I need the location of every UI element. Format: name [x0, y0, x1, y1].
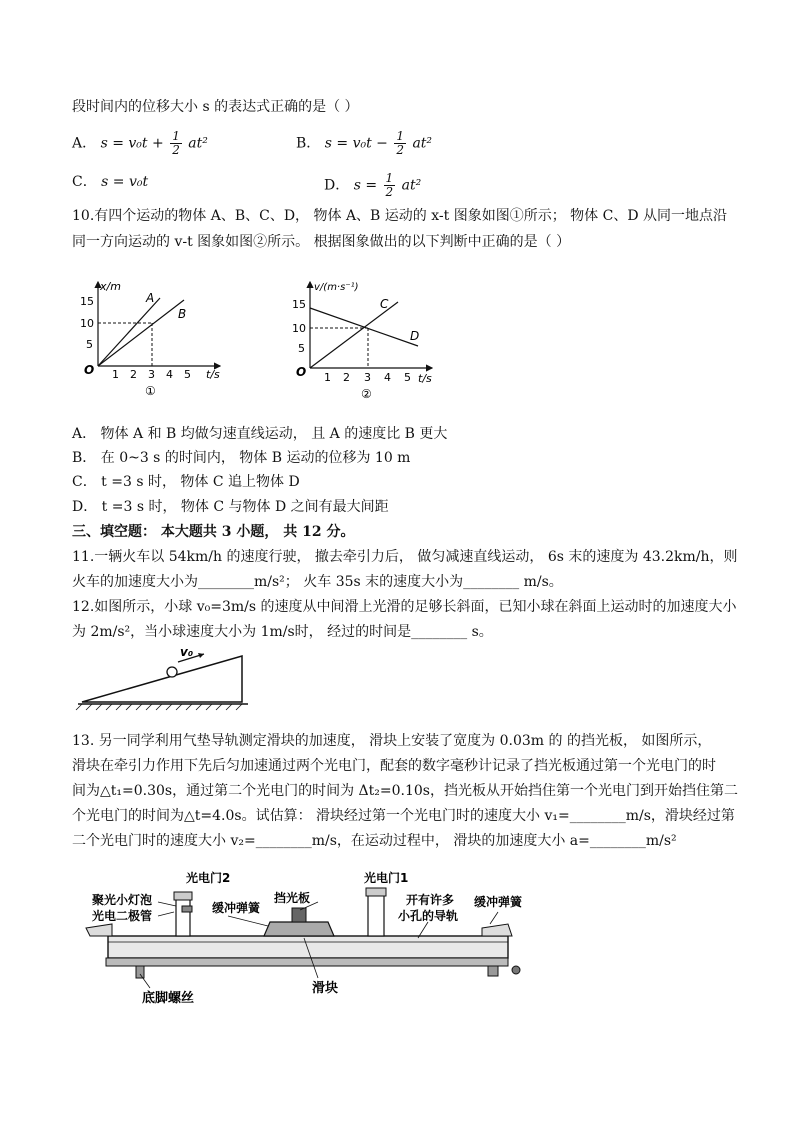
- q10-line2: 同一方向运动的 v-t 图象如图②所示。 根据图象做出的以下判断中正确的是（ ）: [72, 234, 571, 250]
- q9-option-d: [324, 172, 421, 199]
- q10-option-a: A． 物体 A 和 B 均做匀速直线运动， 且 A 的速度比 B 更大: [72, 426, 448, 442]
- ball: [167, 667, 177, 677]
- y-tick: 10: [292, 322, 306, 335]
- origin-label: O: [84, 363, 95, 377]
- q13-line5: 二个光电门时的速度大小 v₂=________m/s，在运动过程中， 滑块的加速度大小 a=________m/s²: [72, 833, 677, 849]
- label-bulb: 聚光小灯泡: [92, 893, 153, 907]
- q13-line4: 个光电门的时间为△t=4.0s。试估算： 滑块经过第一个光电门时的速度大小 v₁=________m/s，滑块经过第: [72, 808, 735, 824]
- foot-screw: [488, 966, 498, 976]
- shutter: [292, 908, 306, 922]
- incline: [82, 656, 242, 702]
- rail-base: [106, 958, 508, 966]
- expr: s = v₀t: [101, 174, 149, 190]
- x-tick: 5: [184, 368, 191, 381]
- q9-option-a: [72, 130, 208, 157]
- ground-hatch: [76, 704, 242, 710]
- q12-line2: 为 2m/s²，当小球速度大小为 1m/s时， 经过的时间是________ s。: [72, 624, 493, 640]
- x-label: t/s: [206, 368, 220, 381]
- gate-head: [174, 892, 192, 900]
- q13-line1: 13. 另一同学利用气垫导轨测定滑块的加速度， 滑块上安装了宽度为 0.03m 的 的挡光板， 如图所示，: [72, 733, 712, 749]
- caption: ②: [361, 387, 372, 401]
- v0-label: v₀: [180, 645, 194, 659]
- photogate-1: [368, 892, 384, 936]
- y-tick: 15: [292, 298, 306, 311]
- graph-1-xt: [78, 278, 228, 400]
- y-tick: 15: [80, 295, 94, 308]
- gate-head: [366, 888, 386, 896]
- x-tick: 2: [343, 371, 350, 384]
- rail: [108, 936, 508, 958]
- line-d-label: D: [410, 329, 420, 343]
- q9-option-b: [296, 130, 432, 157]
- foot-screw: [136, 966, 144, 978]
- caption: ①: [145, 384, 156, 398]
- expr: s =: [353, 177, 378, 194]
- q11-line2: 火车的加速度大小为________m/s²； 火车 35s 末的速度大小为________ m/s。: [72, 574, 563, 590]
- line-c: [310, 302, 398, 368]
- q9-stem-tail: 段时间内的位移大小 s 的表达式正确的是（ ）: [72, 99, 359, 115]
- x-tick: 3: [364, 371, 371, 384]
- fraction: [394, 130, 406, 157]
- option-label: C．: [72, 174, 97, 190]
- q12-line1: 12.如图所示，小球 v₀=3m/s 的速度从中间滑上光滑的足够长斜面，已知小球在斜面上运动时的加速度大小: [72, 599, 737, 615]
- y-label: v/(m·s⁻¹): [314, 282, 359, 293]
- line-b: [98, 300, 187, 366]
- knob: [512, 966, 520, 974]
- expr: at²: [188, 135, 208, 152]
- label-screw: 底脚螺丝: [142, 991, 195, 1006]
- line-d: [310, 308, 418, 346]
- label-rail: 开有许多: [406, 893, 455, 907]
- frac-den: 2: [396, 143, 404, 157]
- line-c-label: C: [380, 297, 389, 311]
- q10-option-c: C． t =3 s 时， 物体 C 追上物体 D: [72, 474, 300, 490]
- q10-option-b: B． 在 0~3 s 的时间内， 物体 B 运动的位移为 10 m: [72, 450, 411, 466]
- photogate-2: [176, 896, 190, 936]
- origin-label: O: [296, 365, 307, 379]
- expr: s = v₀t +: [100, 135, 164, 152]
- frac-num: 1: [396, 129, 404, 143]
- option-label: A．: [72, 135, 97, 152]
- y-tick: 5: [86, 338, 93, 351]
- label-gate2: 光电门2: [186, 871, 231, 885]
- expr: at²: [401, 177, 422, 194]
- y-tick: 5: [298, 342, 305, 355]
- q13-line3: 间为△t₁=0.30s，通过第二个光电门的时间为 Δt₂=0.10s，挡光板从开始挡住第一个光电门到开始挡住第二: [72, 783, 738, 799]
- label-diode: 光电二极管: [92, 909, 153, 923]
- slider: [264, 922, 334, 936]
- x-tick: 1: [112, 368, 119, 381]
- frac-num: 1: [172, 129, 180, 143]
- frac-den: 2: [385, 185, 394, 199]
- y-tick: 10: [80, 317, 94, 330]
- x-tick: 5: [404, 371, 411, 384]
- graph-2-vt: [290, 278, 440, 404]
- q9-option-c: [72, 172, 148, 192]
- q13-line2: 滑块在牵引力作用下先后匀加速通过两个光电门，配套的数字毫秒计记录了挡光板通过第一个光电门的时: [72, 758, 716, 774]
- y-label: x/m: [100, 280, 121, 293]
- frac-den: 2: [172, 143, 180, 157]
- incline-figure: [72, 644, 252, 714]
- fraction: [170, 130, 182, 157]
- frac-num: 1: [385, 171, 394, 185]
- q10-line1: 10.有四个运动的物体 A、B、C、D， 物体 A、B 运动的 x-t 图象如图①所示； 物体 C、D 从同一地点沿: [72, 208, 727, 224]
- line-b-label: B: [178, 307, 187, 321]
- expr: s = v₀t −: [324, 135, 388, 152]
- x-tick: 2: [130, 368, 137, 381]
- x-label: t/s: [418, 372, 432, 385]
- x-tick: 4: [384, 371, 391, 384]
- label-slider: 滑块: [312, 981, 339, 996]
- option-label: D．: [324, 177, 350, 194]
- label-shutter: 挡光板: [274, 891, 311, 905]
- air-track-figure: [78, 866, 538, 1008]
- x-tick: 4: [166, 368, 173, 381]
- fraction: [384, 172, 396, 199]
- label-spring-right: 缓冲弹簧: [474, 895, 523, 909]
- right-end: [482, 924, 512, 936]
- label-spring-left: 缓冲弹簧: [212, 901, 261, 915]
- section-title: 三、填空题： 本大题共 3 小题， 共 12 分。: [72, 524, 355, 540]
- label-rail-2: 小孔的导轨: [398, 909, 459, 923]
- q11-line1: 11.一辆火车以 54km/h 的速度行驶， 撤去牵引力后， 做匀减速直线运动， 6s 末的速度为 43.2km/h，则: [72, 549, 738, 565]
- line-a: [98, 298, 160, 366]
- line-a-label: A: [146, 291, 155, 305]
- bulb: [182, 906, 192, 912]
- left-end: [86, 924, 112, 936]
- option-label: B．: [296, 135, 321, 152]
- expr: at²: [412, 135, 433, 152]
- q10-option-d: D． t =3 s 时， 物体 C 与物体 D 之间有最大间距: [72, 499, 389, 515]
- x-tick: 3: [148, 368, 155, 381]
- label-gate1: 光电门1: [364, 871, 409, 885]
- x-tick: 1: [324, 371, 331, 384]
